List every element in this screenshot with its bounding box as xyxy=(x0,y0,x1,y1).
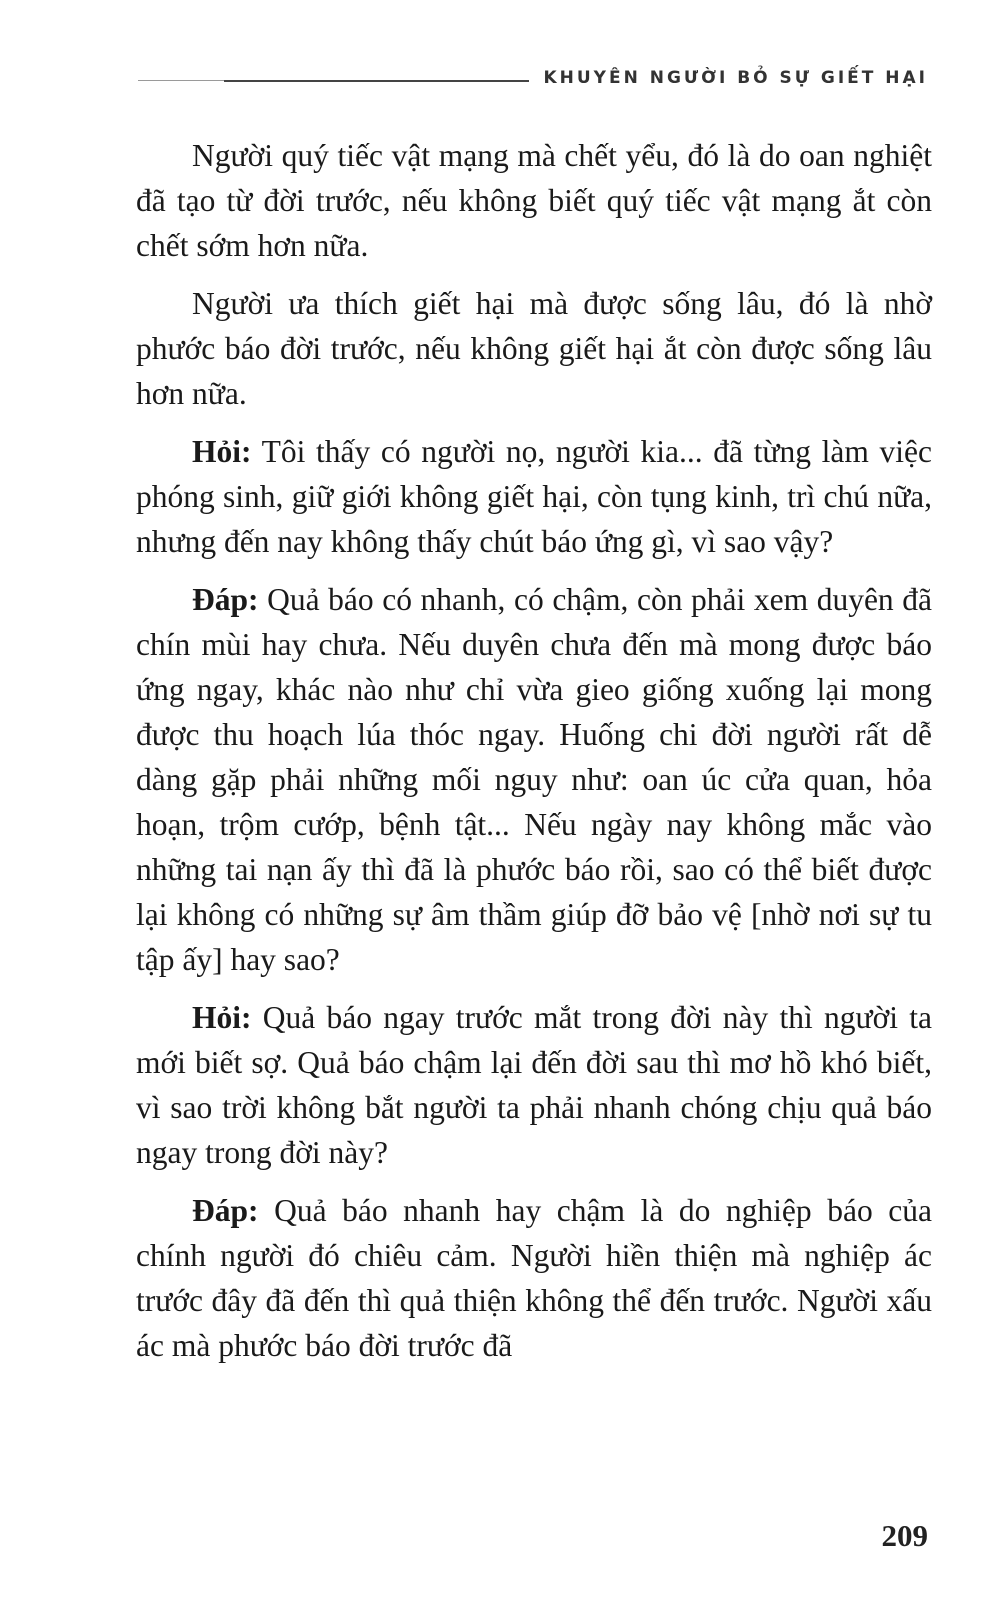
paragraph-4-answer xyxy=(136,577,932,982)
question-label: Hỏi: xyxy=(192,1000,252,1035)
question-label: Hỏi: xyxy=(192,434,252,469)
paragraph-text: Quả báo ngay trước mắt trong đời này thì người ta mới biết sợ. Quả báo chậm lại đến đời sau thì mơ hồ khó biết, vì sao trời không bắt người ta phải nhanh chóng chịu quả báo ngay trong đời này? xyxy=(136,1000,932,1170)
running-header xyxy=(138,58,928,88)
paragraph-text: Tôi thấy có người nọ, người kia... đã từng làm việc phóng sinh, giữ giới không giết hại, còn tụng kinh, trì chú nữa, nhưng đến nay không thấy chút báo ứng gì, vì sao vậy? xyxy=(136,434,932,559)
header-rule xyxy=(138,80,529,81)
page-number: 209 xyxy=(881,1518,928,1553)
paragraph-text: Người quý tiếc vật mạng mà chết yểu, đó là do oan nghiệt đã tạo từ đời trước, nếu không biết quý tiếc vật mạng ắt còn chết sớm hơn nữa. xyxy=(136,138,932,263)
paragraph-1 xyxy=(136,133,932,268)
running-title: KHUYÊN NGƯỜI BỎ SỰ GIẾT HẠI xyxy=(543,68,928,88)
page-body xyxy=(136,133,932,1381)
answer-label: Đáp: xyxy=(192,1193,259,1228)
paragraph-6-answer xyxy=(136,1188,932,1368)
paragraph-5-question xyxy=(136,995,932,1175)
paragraph-3-question xyxy=(136,429,932,564)
paragraph-2 xyxy=(136,281,932,416)
answer-label: Đáp: xyxy=(192,582,259,617)
paragraph-text: Người ưa thích giết hại mà được sống lâu, đó là nhờ phước báo đời trước, nếu không giết hại ắt còn được sống lâu hơn nữa. xyxy=(136,286,932,411)
paragraph-text: Quả báo nhanh hay chậm là do nghiệp báo của chính người đó chiêu cảm. Người hiền thiện mà nghiệp ác trước đây đã đến thì quả thiện không thể đến trước. Người xấu ác mà phước báo đời trước đã xyxy=(136,1193,932,1363)
paragraph-text: Quả báo có nhanh, có chậm, còn phải xem duyên đã chín mùi hay chưa. Nếu duyên chưa đến mà mong được báo ứng ngay, khác nào như chỉ vừa gieo giống xuống lại mong được thu hoạch lúa thóc ngay. Huống chi đời người rất dễ dàng gặp phải những mối nguy như: oan úc cửa quan, hỏa hoạn, trộm cướp, bệnh tật... Nếu ngày nay không mắc vào những tai nạn ấy thì đã là phước báo rồi, sao có thể biết được lại không có những sự âm thầm giúp đỡ bảo vệ [nhờ nơi sự tu tập ấy] hay sao? xyxy=(136,582,932,977)
